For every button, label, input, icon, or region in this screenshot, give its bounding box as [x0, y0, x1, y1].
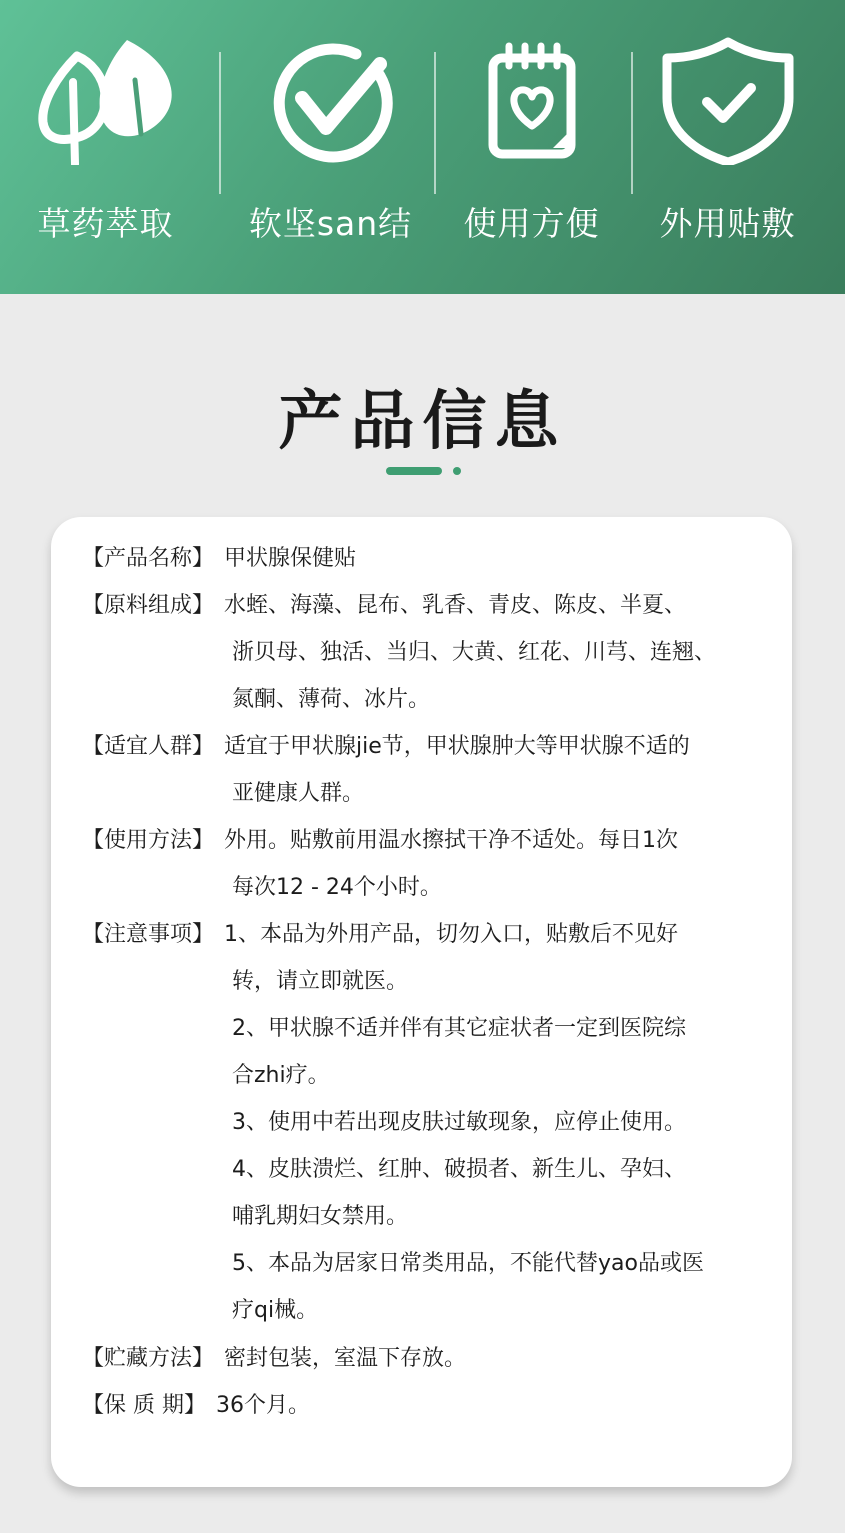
info-key: 【使用方法】 — [82, 828, 215, 853]
leaves-icon — [31, 30, 181, 165]
info-line: 疗qi械。 — [232, 1298, 319, 1323]
notepad-heart-icon — [457, 30, 607, 165]
title-dot — [453, 467, 461, 475]
info-line: 5、本品为居家日常类用品，不能代替yao品或医 — [232, 1251, 704, 1276]
info-key: 【适宜人群】 — [82, 734, 215, 759]
info-line: 氮酮、薄荷、冰片。 — [232, 687, 431, 712]
info-line: 2、甲状腺不适并伴有其它症状者一定到医院综 — [232, 1016, 686, 1041]
feature-label: 草药萃取 — [37, 204, 174, 243]
info-key: 【注意事项】 — [82, 922, 215, 947]
info-line: 1、本品为外用产品，切勿入口，贴敷后不见好 — [224, 922, 678, 947]
info-line: 适宜于甲状腺jie节，甲状腺肿大等甲状腺不适的 — [224, 734, 690, 759]
info-line: 亚健康人群。 — [232, 781, 365, 806]
info-line: 4、皮肤溃烂、红肿、破损者、新生儿、孕妇、 — [232, 1157, 686, 1182]
info-key: 【原料组成】 — [82, 593, 215, 618]
title-underline — [386, 467, 442, 475]
feature-label: 软坚san结 — [248, 204, 413, 243]
check-circle-icon — [256, 30, 406, 165]
info-line: 哺乳期妇女禁用。 — [232, 1204, 409, 1229]
feature-softening — [225, 30, 436, 260]
info-key: 【产品名称】 — [82, 546, 215, 571]
info-line: 密封包装，室温下存放。 — [224, 1346, 467, 1371]
info-line: 3、使用中若出现皮肤过敏现象，应停止使用。 — [232, 1110, 686, 1135]
info-line: 合zhi疗。 — [232, 1063, 330, 1088]
info-line: 每次12 - 24个小时。 — [232, 875, 442, 900]
feature-banner — [0, 0, 845, 294]
shield-check-icon — [653, 30, 803, 165]
info-line: 水蛭、海藻、昆布、乳香、青皮、陈皮、半夏、 — [224, 593, 687, 618]
feature-herbal-extract — [0, 30, 211, 260]
info-line: 36个月。 — [216, 1393, 310, 1418]
feature-label: 外用贴敷 — [659, 204, 796, 243]
info-line: 外用。贴敷前用温水擦拭干净不适处。每日1次 — [224, 828, 678, 853]
feature-external-use — [622, 30, 833, 260]
info-key: 【保 质 期】 — [82, 1393, 206, 1418]
info-line: 甲状腺保健贴 — [224, 546, 357, 571]
info-line: 转，请立即就医。 — [232, 969, 409, 994]
section-title: 产品信息 — [278, 385, 567, 459]
info-line: 浙贝母、独活、当归、大黄、红花、川芎、连翘、 — [232, 640, 717, 665]
divider — [219, 52, 221, 194]
info-key: 【贮藏方法】 — [82, 1346, 215, 1371]
feature-convenient — [426, 30, 637, 260]
feature-label: 使用方便 — [463, 204, 600, 243]
